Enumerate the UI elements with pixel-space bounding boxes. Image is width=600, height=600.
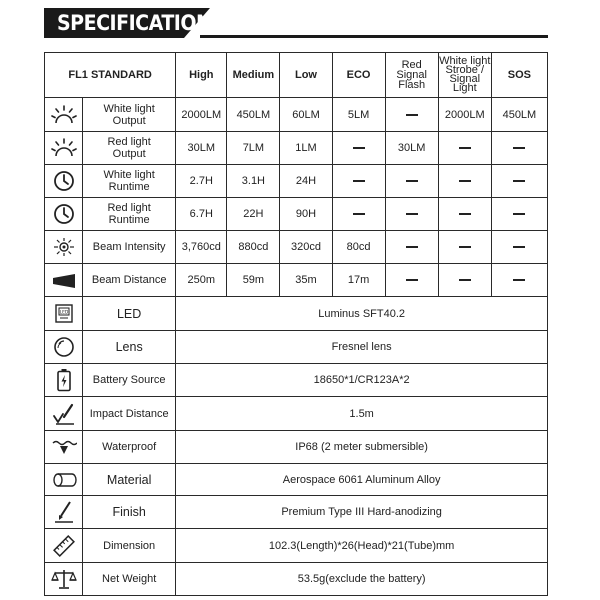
value-cell: 1LM [280,132,332,165]
value-cell: 450LM [227,98,280,132]
dash-mark [513,147,525,149]
spec-row [45,297,548,331]
value-cell: 320cd [280,231,332,264]
mode-header-eco: ECO [332,53,385,98]
row-label: Finish [83,496,176,529]
row-icon-cell [45,297,83,331]
dash-mark [406,213,418,215]
value-cell [332,132,385,165]
row-label: Net Weight [83,563,176,596]
value-cell [385,231,438,264]
value-cell [438,198,491,231]
value-cell: 59m [227,264,280,297]
spec-value: IP68 (2 meter submersible) [176,431,548,464]
mode-header-line: Red Signal [396,59,427,81]
spec-row [45,331,548,364]
spec-row [45,496,548,529]
beam-distance-icon [45,272,82,288]
value-cell: 30LM [176,132,227,165]
row-label [83,98,176,132]
row-icon-cell [45,431,83,464]
dash-mark [513,213,525,215]
value-cell: 35m [280,264,332,297]
row-icon-cell [45,231,83,264]
value-cell [385,98,438,132]
spec-value: 53.5g(exclude the battery) [176,563,548,596]
value-cell [438,132,491,165]
row-icon-cell [45,496,83,529]
dash-mark [406,246,418,248]
value-cell: 2000LM [176,98,227,132]
waterproof-icon [45,439,82,455]
row-label: Dimension [83,529,176,563]
row-label [83,198,176,231]
page-title: SPECIFICATION [57,11,212,36]
mode-row [45,198,548,231]
lens-icon [45,336,82,358]
led-icon [45,303,82,325]
mode-row [45,165,548,198]
value-cell: 30LM [385,132,438,165]
value-cell [332,198,385,231]
value-cell: 7LM [227,132,280,165]
clock-icon [45,170,82,192]
dash-mark [459,246,471,248]
value-cell [491,231,547,264]
spec-value: Fresnel lens [176,331,548,364]
mode-header-line: White light [439,55,491,67]
row-label-line: Beam Intensity [92,241,166,253]
value-cell: 6.7H [176,198,227,231]
value-cell [385,264,438,297]
row-label: Impact Distance [83,397,176,431]
mode-row [45,98,548,132]
value-cell [491,132,547,165]
dash-mark [513,246,525,248]
row-icon-cell [45,198,83,231]
value-cell [491,198,547,231]
header-row [45,53,548,98]
row-label-line: White light [103,169,155,181]
mode-header-medium: Medium [227,53,280,98]
value-cell: 880cd [227,231,280,264]
corner-header: FL1 STANDARD [45,53,176,98]
dash-mark [406,180,418,182]
dash-mark [459,147,471,149]
row-label [83,165,176,198]
svg-text:LED: LED [59,310,68,315]
row-label-line: Runtime [108,181,150,193]
row-label-line: Output [112,114,146,127]
mode-row [45,132,548,165]
finish-icon [45,500,82,524]
mode-header-low: Low [280,53,332,98]
row-label-line: Red light [107,202,151,214]
value-cell [491,165,547,198]
value-cell: 60LM [280,98,332,132]
row-label-line: White light [103,102,155,115]
row-label-line: Beam Distance [91,274,167,286]
row-icon-cell [45,397,83,431]
value-cell: 5LM [332,98,385,132]
beam-intensity-icon [45,237,82,257]
spec-rows [45,297,548,596]
value-cell [385,165,438,198]
value-cell: 450LM [491,98,547,132]
scale-icon [45,568,82,590]
row-label: Battery Source [83,364,176,397]
sun-rays-icon [45,138,82,158]
value-cell: 90H [280,198,332,231]
dash-mark [459,180,471,182]
spec-row [45,397,548,431]
dash-mark [353,213,365,215]
value-cell: 2.7H [176,165,227,198]
dash-mark [353,147,365,149]
value-cell: 3,760cd [176,231,227,264]
row-label: Lens [83,331,176,364]
row-label-line: Output [112,148,146,160]
value-cell: 3.1H [227,165,280,198]
value-cell [438,231,491,264]
spec-row [45,431,548,464]
row-icon-cell [45,331,83,364]
sun-rays-icon [45,105,82,125]
spec-row [45,563,548,596]
row-label [83,264,176,297]
value-cell [438,165,491,198]
value-cell [438,264,491,297]
spec-value: Luminus SFT40.2 [176,297,548,331]
row-icon-cell [45,464,83,496]
spec-row [45,364,548,397]
row-icon-cell [45,529,83,563]
mode-header-white-strobe [438,53,491,98]
spec-row [45,529,548,563]
material-icon [45,471,82,489]
value-cell: 250m [176,264,227,297]
spec-value: Premium Type III Hard-anodizing [176,496,548,529]
title-underline [200,35,548,38]
dash-mark [459,213,471,215]
mode-header-sos: SOS [491,53,547,98]
dimension-icon [45,534,82,558]
battery-icon [45,368,82,392]
row-icon-cell [45,563,83,596]
row-icon-cell [45,165,83,198]
row-label-line: Red light [107,136,151,148]
row-icon-cell [45,132,83,165]
row-label: LED [83,297,176,331]
dash-mark [406,114,418,116]
value-cell: 17m [332,264,385,297]
mode-row [45,231,548,264]
value-cell [491,264,547,297]
mode-header-line: Signal Light [449,73,481,94]
spec-row [45,464,548,496]
spec-value: 102.3(Length)*26(Head)*21(Tube)mm [176,529,548,563]
value-cell: 24H [280,165,332,198]
row-label [83,231,176,264]
impact-icon [45,403,82,425]
dash-mark [406,279,418,281]
row-label [83,132,176,165]
clock-icon [45,203,82,225]
value-cell: 2000LM [438,98,491,132]
dash-mark [459,279,471,281]
mode-header-line: Flash [398,79,426,91]
mode-row [45,264,548,297]
value-cell: 22H [227,198,280,231]
mode-header-line: Strobe / [445,64,485,76]
value-cell: 80cd [332,231,385,264]
dash-mark [513,279,525,281]
mode-header-red-signal [385,53,438,98]
mode-rows [45,98,548,297]
row-icon-cell [45,264,83,297]
spec-value: Aerospace 6061 Aluminum Alloy [176,464,548,496]
spec-table [44,52,548,596]
row-label-line: Runtime [108,214,150,226]
row-label: Material [83,464,176,496]
dash-mark [513,180,525,182]
value-cell [385,198,438,231]
dash-mark [353,180,365,182]
row-icon-cell [45,364,83,397]
spec-value: 18650*1/CR123A*2 [176,364,548,397]
mode-header-high: High [176,53,227,98]
row-icon-cell [45,98,83,132]
spec-value: 1.5m [176,397,548,431]
row-label: Waterproof [83,431,176,464]
value-cell [332,165,385,198]
